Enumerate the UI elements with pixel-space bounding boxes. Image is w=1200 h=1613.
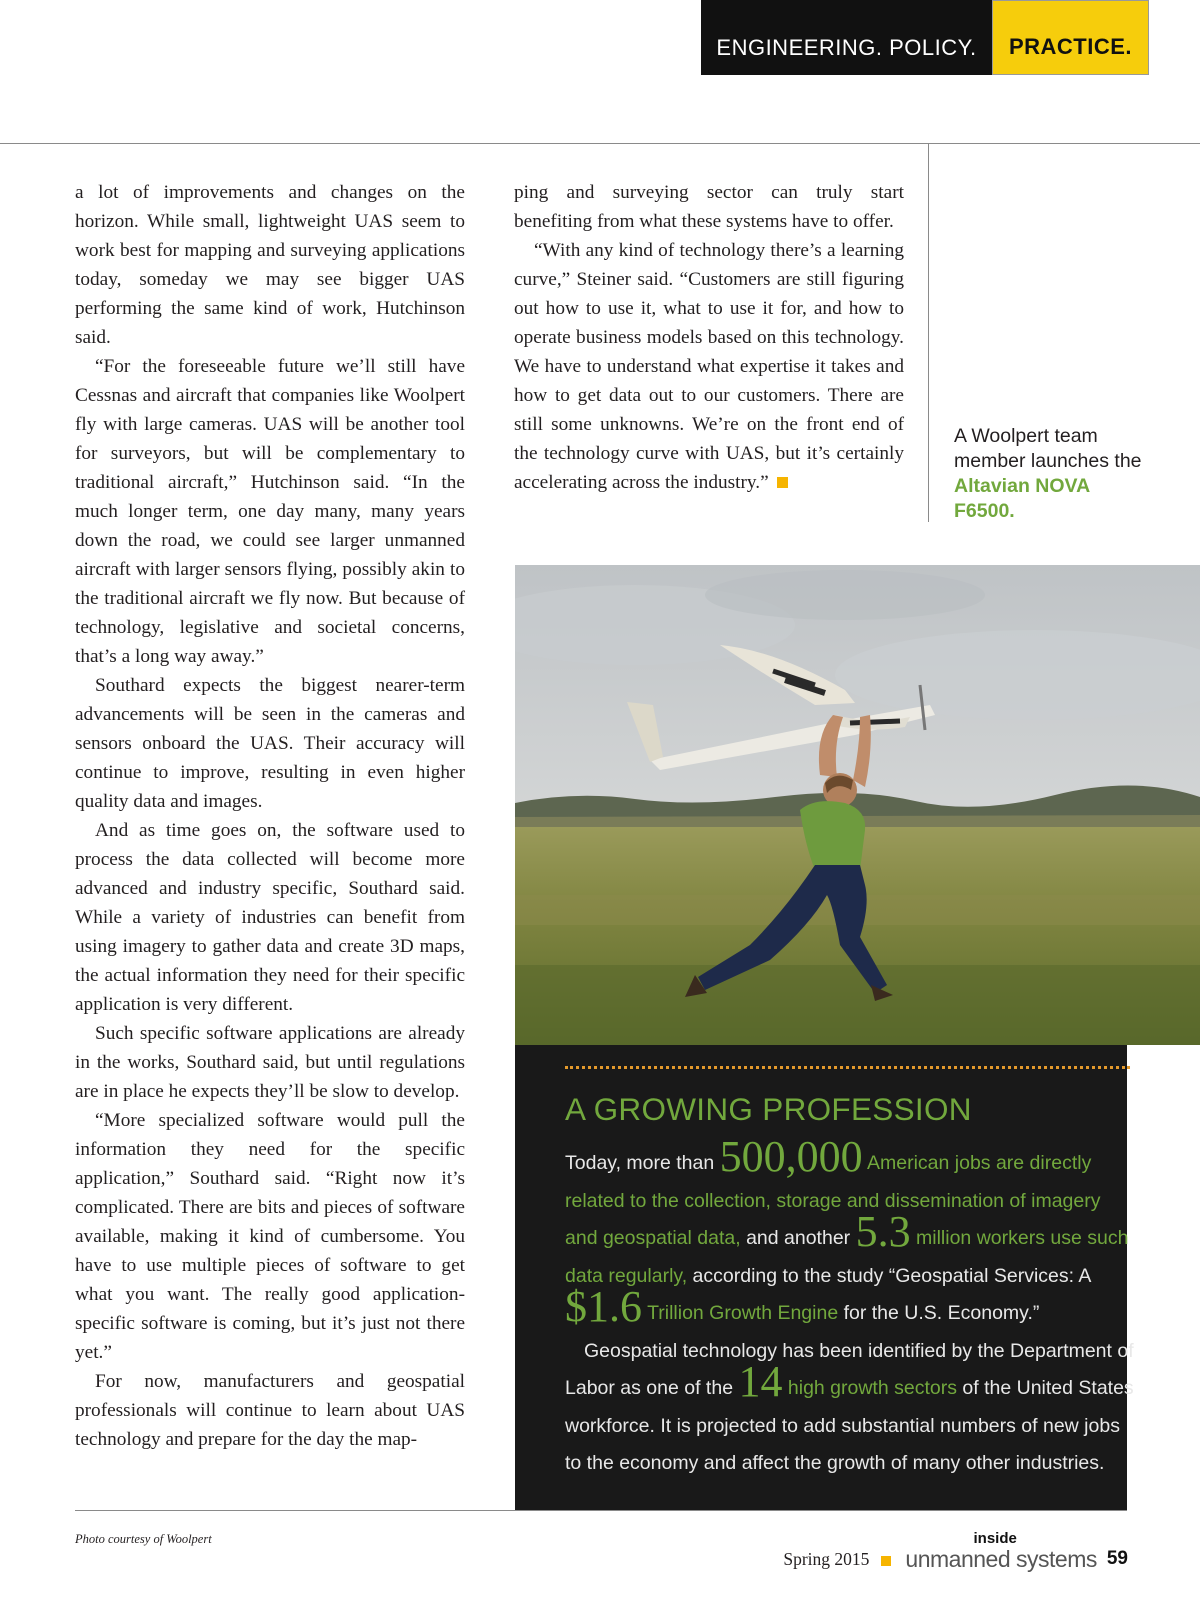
- article-column-2: [514, 178, 904, 497]
- paragraph: Such specific software applications are already in the works, Southard said, but until regulations are in place he expects they’ll be slow to develop.: [75, 1023, 465, 1102]
- bottom-divider: [75, 1510, 1127, 1511]
- magazine-logo: [905, 1530, 1097, 1576]
- stat-14: 14: [738, 1357, 783, 1406]
- logo-unmanned-systems: unmanned systems: [905, 1546, 1097, 1572]
- paragraph: a lot of improvements and changes on the horizon. While small, lightweight UAS seem to work best for mapping and surveying applications today, someday we may see bigger UAS performing the same kind of work, Hutchinson said.: [75, 182, 465, 348]
- paragraph: “For the foreseeable future we’ll still have Cessnas and aircraft that companies like Woolpert fly with large cameras. UAS will be another tool for surveyors, but will be complementary to traditional aircraft,” Hutchinson said. “In the much longer term, one day many, many years down the road, we could see larger unmanned aircraft with larger sensors flying, possibly akin to the traditional aircraft we fly now. But because of technology, legislative and societal concerns, that’s a long way away.”: [75, 356, 465, 667]
- end-mark-icon: [777, 477, 788, 488]
- caption-divider: [928, 144, 929, 522]
- text-run: according to the study “Geospatial Services: A: [687, 1264, 1091, 1287]
- text-run: for the U.S. Economy.”: [838, 1302, 1040, 1324]
- text-run: Today, more than: [565, 1152, 720, 1174]
- caption-text: A Woolpert team member launches the: [954, 425, 1142, 472]
- photo-caption: [954, 424, 1154, 524]
- sidebar-paragraph-1: [565, 1132, 1135, 1333]
- paragraph: ping and surveying sector can truly start benefiting from what these systems have to offer.: [514, 182, 904, 232]
- sidebar-body: [565, 1132, 1135, 1483]
- paragraph: “More specialized software would pull the information they need for the specific application,” Southard said. “Right now it’s complicated. There are bits and pieces of software available, making it kind of cumbersome. You have to use multiple pieces of software to get what you want. The really good application-specific software is coming, but it’s just not there yet.”: [75, 1110, 465, 1363]
- text-run-green: Trillion Growth Engine: [642, 1302, 839, 1324]
- caption-highlight: Altavian NOVA F6500.: [954, 475, 1090, 522]
- paragraph: Southard expects the biggest nearer-term advancements will be seen in the cameras and sensors onboard the UAS. Their accuracy will continue to improve, resulting in even higher quality data and images.: [75, 675, 465, 812]
- text-run-green: high growth sectors: [782, 1377, 957, 1399]
- page-number: 59: [1106, 1548, 1128, 1569]
- text-run: of the United States workforce. It is projected to add substantial numbers of new jobs to the economy and affect the growth of many other industries.: [565, 1377, 1134, 1474]
- photo-credit: Photo courtesy of Woolpert: [75, 1532, 212, 1546]
- article-column-1: [75, 178, 465, 1454]
- footer-square-icon: [881, 1556, 891, 1566]
- section-tag: [701, 0, 1149, 75]
- section-tag-engineering-policy: ENGINEERING. POLICY.: [701, 0, 992, 75]
- paragraph-text: “With any kind of technology there’s a learning curve,” Steiner said. “Customers are still figuring out how to use it, what to use it for, and how to operate business models based on this technology. We have to understand what expertise it takes and how to get data out to our customers. There are still some unknowns. We’re on the front end of the technology curve with UAS, but it’s certainly accelerating across the industry.”: [514, 240, 904, 493]
- photo-illustration: [515, 565, 1200, 1045]
- text-run: and another: [740, 1227, 856, 1249]
- text-run-green: American jobs are directly related to the collection, storage and dissemination of imagery and geospatial data,: [565, 1152, 1101, 1249]
- sidebar-title: A GROWING PROFESSION: [565, 1091, 972, 1127]
- top-divider: [0, 143, 1200, 144]
- paragraph: And as time goes on, the software used to process the data collected will become more advanced and industry specific, Southard said. While a variety of industries can benefit from using imagery to gather data and create 3D maps, the actual information they need for their specific application is very different.: [75, 820, 465, 1015]
- stat-500000: 500,000: [719, 1132, 863, 1181]
- stat-1-6: $1.6: [565, 1282, 642, 1331]
- paragraph-last: [514, 236, 904, 497]
- page-footer: [783, 1530, 1128, 1576]
- drone-launch-photo: [515, 565, 1200, 1045]
- section-tag-practice: PRACTICE.: [992, 0, 1149, 75]
- growing-profession-sidebar: [515, 1045, 1134, 1510]
- issue-date: Spring 2015: [783, 1549, 870, 1569]
- sidebar-paragraph-2: [565, 1333, 1135, 1483]
- text-run: Geospatial technology has been identified by the Department of Labor as one of the: [565, 1339, 1134, 1399]
- stat-5-3: 5.3: [855, 1207, 911, 1256]
- text-run-green: million workers use such data regularly,: [565, 1227, 1129, 1287]
- logo-inside: inside: [973, 1530, 1017, 1547]
- dotted-divider: [565, 1066, 1130, 1069]
- paragraph: For now, manufacturers and geospatial professionals will continue to learn about UAS technology and prepare for the day the map-: [75, 1371, 465, 1450]
